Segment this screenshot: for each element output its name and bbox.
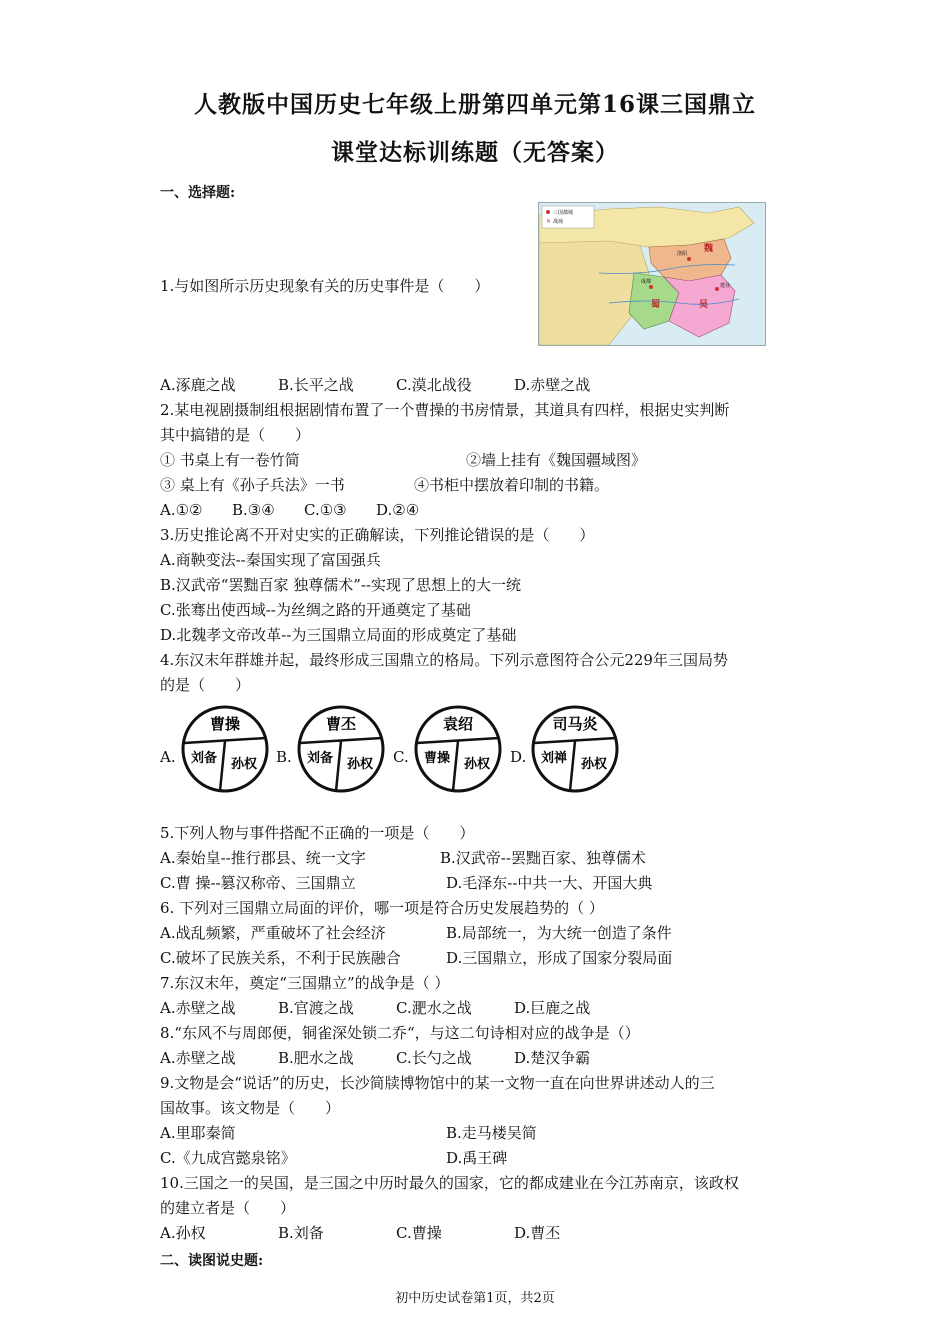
q4-option-a-label: A.	[160, 748, 176, 766]
q7-stem: 7.东汉末年，奠定“三国鼎立”的战争是（ ）	[160, 974, 450, 992]
section-heading-choice: 一、选择题:	[160, 185, 236, 201]
q8-option-c: C.长勺之战	[396, 1049, 472, 1067]
q10-option-d: D.曹丕	[514, 1224, 561, 1242]
map-city-luoyang: 洛阳	[677, 251, 688, 257]
section-heading-map: 二、读图说史题:	[160, 1253, 264, 1269]
q9-option-c: C.《九成宫懿泉铭》	[160, 1149, 296, 1167]
q10-option-a: A.孙权	[160, 1224, 206, 1242]
q1-option-b: B.长平之战	[278, 376, 354, 394]
q2-option-a: A.①②	[160, 501, 203, 519]
q10-stem-line1: 10.三国之一的吴国，是三国之中历时最久的国家，它的都成建业在今江苏南京，该政权	[160, 1174, 739, 1192]
q10-option-b: B.刘备	[278, 1224, 324, 1242]
q2-option-c: C.①③	[304, 501, 347, 519]
q2-item-4: ④书柜中摆放着印制的书籍。	[414, 476, 610, 494]
q8-option-b: B.肥水之战	[278, 1049, 354, 1067]
q10-option-c: C.曹操	[396, 1224, 442, 1242]
q3-stem: 3.历史推论离不开对史实的正确解读，下列推论错误的是（ ）	[160, 526, 595, 544]
map-legend-battlefield: 战场	[553, 219, 564, 225]
q9-stem-line2: 国故事。该文物是（ ）	[160, 1099, 341, 1117]
map-state-wu: 吴	[699, 300, 709, 310]
q6-option-c: C.破坏了民族关系，不利于民族融合	[160, 949, 401, 967]
q6-option-d: D.三国鼎立，形成了国家分裂局面	[446, 949, 673, 967]
q5-option-a: A.秦始皇--推行郡县、统一文字	[160, 849, 366, 867]
q7-option-b: B.官渡之战	[278, 999, 354, 1017]
q3-option-a: A.商鞅变法--秦国实现了富国强兵	[160, 551, 381, 569]
q9-option-b: B.走马楼吴简	[446, 1124, 537, 1142]
q4-option-b-label: B.	[276, 748, 292, 766]
pie-b-right: 孙权	[346, 757, 374, 772]
q5-option-c: C.曹 操--篡汉称帝、三国鼎立	[160, 874, 356, 892]
q4-pie-c	[413, 704, 503, 798]
q2-item-2: ②墙上挂有《魏国疆域图》	[466, 451, 647, 469]
q7-option-a: A.赤壁之战	[160, 999, 236, 1017]
q8-option-d: D.楚汉争霸	[514, 1049, 591, 1067]
pie-a-top: 曹操	[209, 715, 241, 733]
q2-stem-line1: 2.某电视剧摄制组根据剧情布置了一个曹操的书房情景，其道具有四样，根据史实判断	[160, 401, 730, 419]
q1-option-d: D.赤壁之战	[514, 376, 591, 394]
q7-option-d: D.巨鹿之战	[514, 999, 591, 1017]
pie-c-left: 曹操	[423, 751, 451, 766]
q4-option-c-label: C.	[393, 748, 409, 766]
q4-pie-a	[180, 704, 270, 798]
q4-pie-d	[530, 704, 620, 798]
q9-option-a: A.里耶秦简	[160, 1124, 236, 1142]
pie-c-top: 袁绍	[442, 715, 474, 733]
q2-option-d: D.②④	[376, 501, 420, 519]
pie-b-left: 刘备	[306, 751, 334, 766]
map-state-shu: 蜀	[651, 300, 661, 310]
page-subtitle: 课堂达标训练题（无答案）	[331, 139, 619, 166]
map-city-jianye: 建业	[720, 283, 731, 289]
pie-b-top: 曹丕	[325, 715, 357, 733]
map-state-wei: 魏	[704, 244, 714, 254]
pie-c-right: 孙权	[463, 757, 491, 772]
q6-stem: 6. 下列对三国鼎立局面的评价，哪一项是符合历史发展趋势的（ ）	[160, 899, 604, 917]
pie-a-right: 孙权	[230, 757, 258, 772]
q9-option-d: D.禹王碑	[446, 1149, 508, 1167]
q8-stem: 8.“东风不与周郎便，铜雀深处锁二乔“，与这二句诗相对应的战争是（）	[160, 1024, 640, 1042]
q10-stem-line2: 的建立者是（ ）	[160, 1199, 296, 1217]
pie-d-right: 孙权	[580, 757, 608, 772]
q5-option-b: B.汉武帝--罢黜百家、独尊儒术	[440, 849, 646, 867]
q1-stem: 1.与如图所示历史现象有关的历史事件是（ ）	[160, 277, 490, 295]
q2-item-1: ① 书桌上有一卷竹简	[160, 451, 300, 469]
q1-option-a: A.涿鹿之战	[160, 376, 236, 394]
pie-d-top: 司马炎	[552, 715, 598, 733]
page-footer: 初中历史试卷第1页，共2页	[395, 1291, 555, 1306]
svg-text:✕: ✕	[546, 218, 552, 225]
q2-item-3: ③ 桌上有《孙子兵法》一书	[160, 476, 345, 494]
q2-option-b: B.③④	[232, 501, 275, 519]
q1-option-c: C.漠北战役	[396, 376, 472, 394]
q6-option-b: B.局部统一，为大统一创造了条件	[446, 924, 672, 942]
q4-option-d-label: D.	[510, 748, 527, 766]
q7-option-c: C.淝水之战	[396, 999, 472, 1017]
q2-stem-line2: 其中搞错的是（ ）	[160, 426, 311, 444]
q4-stem-line2: 的是（ ）	[160, 676, 251, 694]
map-graphic	[539, 203, 765, 345]
q5-option-d: D.毛泽东--中共一大、开国大典	[446, 874, 653, 892]
q4-pie-b	[296, 704, 386, 798]
q3-option-d: D.北魏孝文帝改革--为三国鼎立局面的形成奠定了基础	[160, 626, 517, 644]
three-kingdoms-map	[538, 202, 766, 346]
pie-d-left: 刘禅	[540, 751, 568, 766]
q4-stem-line1: 4.东汉末年群雄并起，最终形成三国鼎立的格局。下列示意图符合公元229年三国局势	[160, 651, 728, 669]
page-title: 人教版中国历史七年级上册第四单元第16课三国鼎立	[193, 91, 756, 118]
pie-a-left: 刘备	[190, 751, 218, 766]
q3-option-b: B.汉武帝“罢黜百家 独尊儒术”--实现了思想上的大一统	[160, 576, 522, 594]
q5-stem: 5.下列人物与事件搭配不正确的一项是（ ）	[160, 824, 475, 842]
q6-option-a: A.战乱频繁，严重破坏了社会经济	[160, 924, 386, 942]
map-city-chengdu: 成都	[641, 279, 652, 285]
q8-option-a: A.赤壁之战	[160, 1049, 236, 1067]
map-legend-capital: 三国都城	[553, 210, 574, 216]
q9-stem-line1: 9.文物是会“说话”的历史，长沙简牍博物馆中的某一文物一直在向世界讲述动人的三	[160, 1074, 715, 1092]
q3-option-c: C.张骞出使西域--为丝绸之路的开通奠定了基础	[160, 601, 471, 619]
